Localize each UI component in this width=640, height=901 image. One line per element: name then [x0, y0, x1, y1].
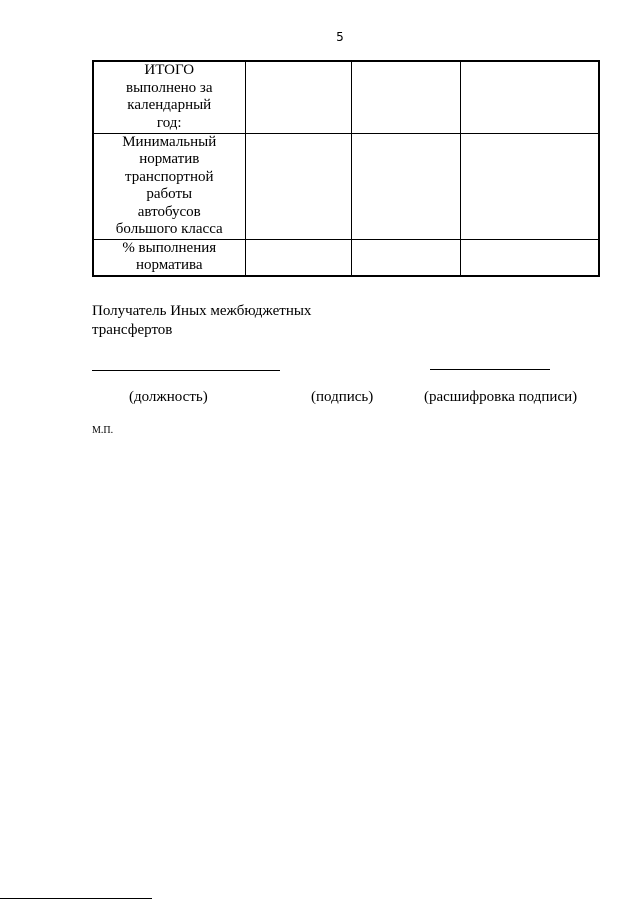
- position-label: (должность): [129, 389, 208, 405]
- page-number: 5: [336, 30, 344, 44]
- row-label-line: календарный: [127, 97, 212, 113]
- recipient-title: [92, 302, 311, 340]
- recipient-line-1: Получатель Иных межбюджетных: [92, 303, 312, 319]
- table-cell: [460, 239, 599, 276]
- row-label-line: год:: [156, 114, 182, 131]
- row-label-line: большого класса: [115, 221, 223, 237]
- signature-label: (подпись): [311, 389, 374, 405]
- table-cell: [460, 133, 599, 239]
- table-cell: [460, 61, 599, 133]
- table-cell: [245, 239, 351, 276]
- row-label-line: норматив: [139, 151, 200, 167]
- table-cell: [245, 61, 351, 133]
- report-table: [92, 60, 600, 277]
- table-cell: [245, 133, 351, 239]
- row-label-line: норматива: [135, 257, 203, 273]
- table-row-min-norm: [93, 133, 599, 239]
- row-label-line: автобусов: [137, 203, 201, 220]
- stamp-label: М.П.: [92, 425, 114, 436]
- table-cell: [351, 61, 460, 133]
- row-label-line: работы: [146, 186, 193, 202]
- table-cell: [351, 239, 460, 276]
- row-label-line: ИТОГО: [144, 62, 195, 78]
- row-label-percent: [93, 239, 245, 276]
- position-signature-line: [92, 370, 280, 371]
- recipient-line-2: трансфертов: [92, 322, 173, 338]
- decoding-signature-line: [430, 369, 550, 370]
- footnote-rule: [0, 898, 152, 899]
- row-label-line: % выполнения: [122, 239, 217, 256]
- row-label-line: Минимальный: [122, 133, 217, 150]
- table-row-percent: [93, 239, 599, 276]
- row-label-line: выполнено за: [125, 79, 213, 96]
- row-label-line: транспортной: [124, 168, 214, 185]
- table-row-total: [93, 61, 599, 133]
- decoding-label: (расшифровка подписи): [424, 389, 578, 405]
- row-label-total: [93, 61, 245, 133]
- table-cell: [351, 133, 460, 239]
- row-label-min-norm: [93, 133, 245, 239]
